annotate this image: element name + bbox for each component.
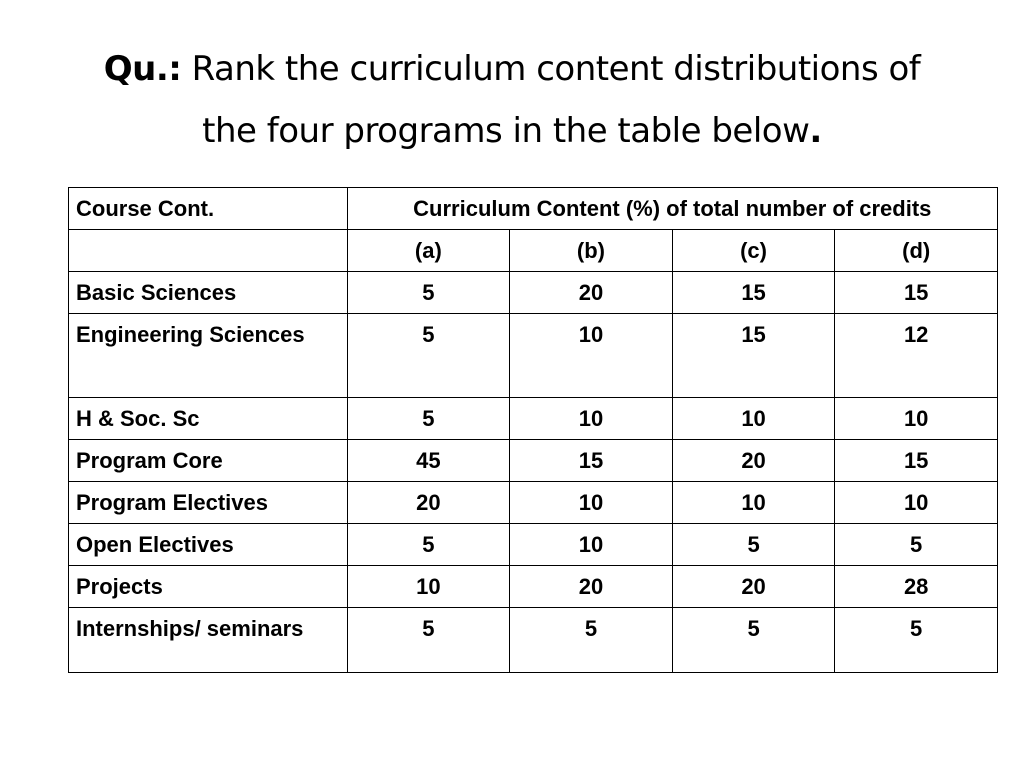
program-header-a: (a) — [347, 230, 510, 272]
table-cell: 20 — [672, 440, 835, 482]
table-cell: 20 — [510, 272, 673, 314]
table-cell: 10 — [347, 566, 510, 608]
program-header-d: (d) — [835, 230, 998, 272]
title-line-1 — [0, 38, 1024, 100]
table-cell: 5 — [672, 524, 835, 566]
table-cell: 20 — [510, 566, 673, 608]
table-row — [69, 440, 998, 482]
row-label: H & Soc. Sc — [69, 398, 348, 440]
course-header-cell: Course Cont. — [69, 188, 348, 230]
table-cell: 20 — [672, 566, 835, 608]
table-row — [69, 314, 998, 398]
table-row — [69, 398, 998, 440]
table-cell: 10 — [835, 398, 998, 440]
table-cell: 45 — [347, 440, 510, 482]
table-cell: 5 — [510, 608, 673, 673]
table-cell: 10 — [510, 314, 673, 398]
title-text-1: Rank the curriculum content distributions of — [181, 49, 921, 89]
table-row — [69, 272, 998, 314]
table-cell: 10 — [672, 398, 835, 440]
table-cell: 5 — [347, 524, 510, 566]
table-cell: 15 — [835, 272, 998, 314]
table-cell: 15 — [672, 314, 835, 398]
table-cell: 10 — [835, 482, 998, 524]
table-cell: 5 — [672, 608, 835, 673]
empty-header-cell — [69, 230, 348, 272]
table-cell: 28 — [835, 566, 998, 608]
program-header-c: (c) — [672, 230, 835, 272]
table-row — [69, 608, 998, 673]
curriculum-table — [68, 187, 998, 673]
row-label: Projects — [69, 566, 348, 608]
table-cell: 5 — [347, 272, 510, 314]
title-period: . — [809, 111, 822, 151]
table-row — [69, 482, 998, 524]
row-label: Internships/ seminars — [69, 608, 348, 673]
title-line-2 — [0, 100, 1024, 162]
row-label: Program Core — [69, 440, 348, 482]
table-row — [69, 524, 998, 566]
table-cell: 10 — [510, 398, 673, 440]
table-cell: 5 — [835, 608, 998, 673]
table-cell: 15 — [835, 440, 998, 482]
row-label: Basic Sciences — [69, 272, 348, 314]
curriculum-header-cell: Curriculum Content (%) of total number of credits — [347, 188, 997, 230]
title-text-2: the four programs in the table below — [202, 111, 810, 151]
question-label: Qu.: — [103, 49, 182, 89]
table-cell: 10 — [510, 482, 673, 524]
program-header-b: (b) — [510, 230, 673, 272]
program-header-row — [69, 230, 998, 272]
table-header-row — [69, 188, 998, 230]
table-cell: 20 — [347, 482, 510, 524]
table-cell: 12 — [835, 314, 998, 398]
table-cell: 5 — [347, 398, 510, 440]
table-cell: 15 — [510, 440, 673, 482]
table-row — [69, 566, 998, 608]
table-cell: 15 — [672, 272, 835, 314]
table-cell: 5 — [347, 608, 510, 673]
row-label: Engineering Sciences — [69, 314, 348, 398]
table-cell: 10 — [672, 482, 835, 524]
question-title — [0, 38, 1024, 162]
table-cell: 5 — [835, 524, 998, 566]
row-label: Program Electives — [69, 482, 348, 524]
row-label: Open Electives — [69, 524, 348, 566]
table-cell: 5 — [347, 314, 510, 398]
table-cell: 10 — [510, 524, 673, 566]
